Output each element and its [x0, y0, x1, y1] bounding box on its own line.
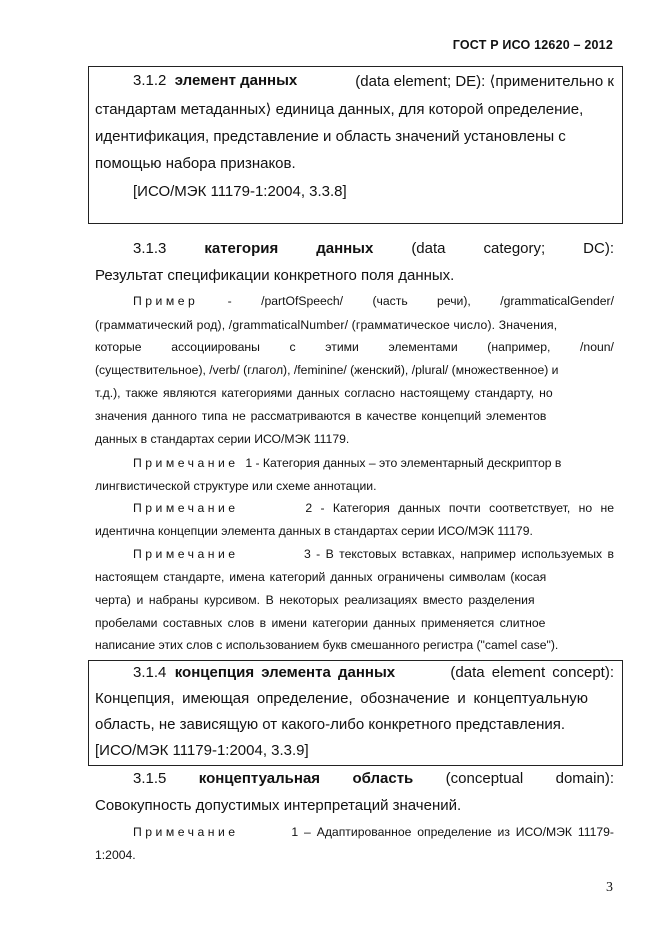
- page-number: 3: [606, 880, 613, 895]
- example-line4: (существительное), /verb/ (глагол), /feminine/ (женский), /plural/ (множественное) и: [95, 363, 559, 377]
- entry-3-1-3-line1: [133, 240, 614, 257]
- example-label: Пример: [133, 294, 199, 308]
- entry-english-part: (data: [411, 240, 446, 257]
- entry-3-1-2-line1: [95, 72, 614, 90]
- entry-3-1-3-line2: Результат спецификации конкретного поля данных.: [95, 267, 455, 284]
- note-1-line1: Примечание 1 - Категория данных – это элементарный дескриптор в: [133, 456, 562, 470]
- note-label: Примечание: [133, 501, 239, 515]
- entry-english: (data element concept):: [450, 664, 614, 681]
- entry-3-1-4-line2: Концепция, имеющая определение, обозначение и концептуальную: [95, 690, 589, 707]
- entry-term-part: категория: [204, 240, 279, 257]
- entry-term-part: концептуальная: [198, 770, 321, 787]
- example-line3: которые ассоциированы с этими элементами (например, /noun/: [95, 340, 614, 354]
- note-1-line2: лингвистической структуре или схеме аннотации.: [95, 479, 377, 493]
- entry-english: (data element; DE): ⟨применительно к: [355, 73, 614, 90]
- note-4-line1: Примечание 1 – Адаптированное определение из ИСО/МЭК 11179-: [133, 825, 614, 839]
- example-line7: данных в стандартах серии ИСО/МЭК 11179.: [95, 432, 350, 446]
- page-header: ГОСТ Р ИСО 12620 – 2012: [452, 38, 613, 52]
- example-line1: Пример - /partOfSpeech/ (часть речи), /grammaticalGender/: [133, 294, 614, 308]
- note-2-line2: идентична концепции элемента данных в стандартах серии ИСО/МЭК 11179.: [95, 524, 533, 538]
- entry-term-part: данных: [316, 240, 374, 257]
- note-label: Примечание: [133, 547, 239, 561]
- entry-term-part: область: [352, 770, 414, 787]
- note-label: Примечание: [133, 456, 239, 470]
- example-line5: т.д.), также являются категориями данных согласно настоящему стандарту, но: [95, 386, 553, 400]
- entry-term: элемент данных: [174, 72, 298, 89]
- entry-3-1-2-line4: помощью набора признаков.: [95, 155, 296, 172]
- entry-3-1-4-source: [ИСО/МЭК 11179-1:2004, 3.3.9]: [95, 742, 309, 759]
- note-label: Примечание: [133, 825, 239, 839]
- entry-3-1-2-line2: стандартам метаданных⟩ единица данных, для которой определение,: [95, 101, 584, 118]
- example-line6: значения данного типа не рассматриваются в качестве концепций элементов: [95, 409, 547, 423]
- entry-3-1-4-line1: [95, 664, 614, 681]
- entry-3-1-2-line3: идентификация, представление и область значений установлены с: [95, 128, 566, 145]
- entry-3-1-5-line1: [133, 770, 614, 787]
- example-line2: (грамматический род), /grammaticalNumber/ (грамматическое число). Значения,: [95, 318, 558, 332]
- note-4-line2: 1:2004.: [95, 848, 136, 862]
- note-3-line3: черта) и набраны курсивом. В некоторых реализациях вместо разделения: [95, 593, 535, 607]
- entry-number: 3.1.2: [133, 72, 167, 89]
- entry-english-part: category;: [483, 240, 546, 257]
- note-3-line1: Примечание 3 - В текстовых вставках, например используемых в: [133, 547, 614, 561]
- note-3-line5: написание этих слов с использованием букв смешанного регистра ("camel case").: [95, 638, 559, 652]
- entry-number: 3.1.5: [133, 770, 167, 787]
- entry-number: 3.1.3: [133, 240, 167, 257]
- entry-english-part: DC):: [583, 240, 614, 257]
- entry-number: 3.1.4: [133, 664, 167, 681]
- entry-english-part: domain):: [555, 770, 614, 787]
- note-3-line4: пробелами составных слов в имени категории данных применяется слитное: [95, 616, 546, 630]
- entry-3-1-2-source: [ИСО/МЭК 11179-1:2004, 3.3.8]: [133, 183, 347, 200]
- entry-3-1-5-line2: Совокупность допустимых интерпретаций значений.: [95, 797, 462, 814]
- note-2-line1: Примечание 2 - Категория данных почти соответствует, но не: [133, 501, 614, 515]
- entry-3-1-4-line3: область, не зависящую от какого-либо конкретного представления.: [95, 716, 566, 733]
- note-3-line2: настоящем стандарте, имена категорий данных ограничены символам (косая: [95, 570, 547, 584]
- entry-term: концепция элемента данных: [174, 664, 396, 681]
- entry-english-part: (conceptual: [445, 770, 524, 787]
